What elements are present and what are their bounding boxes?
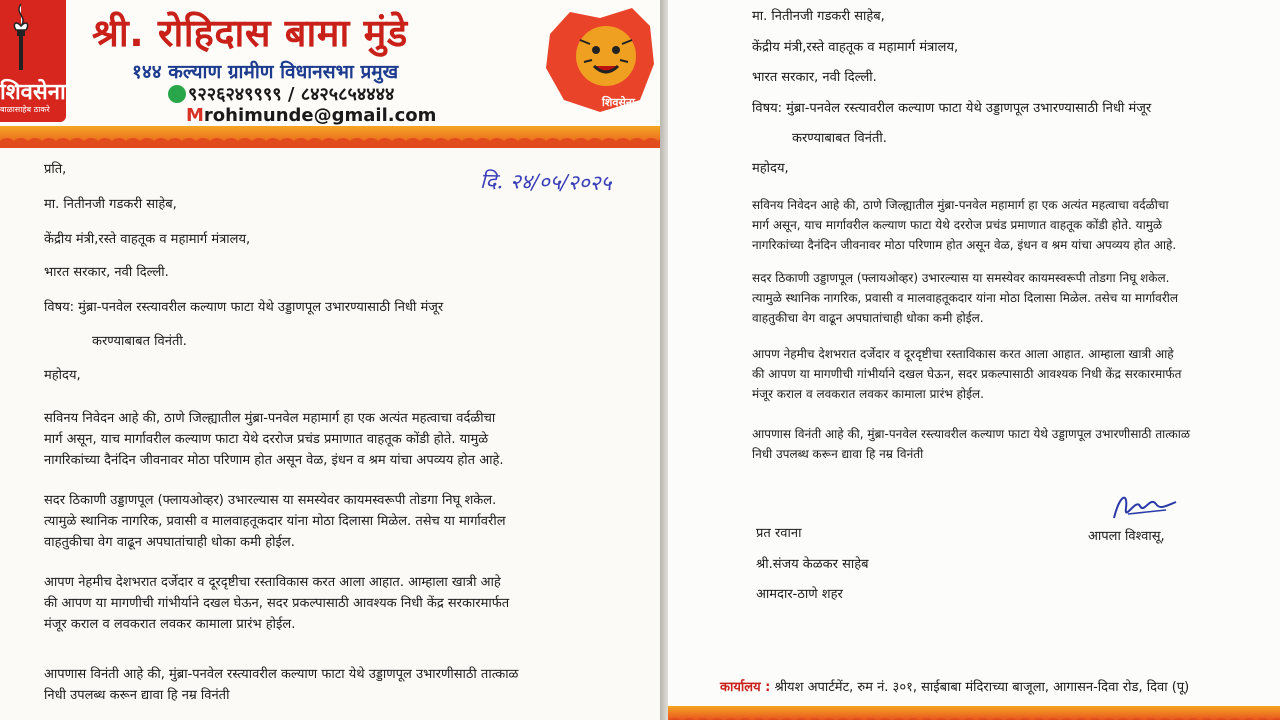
paragraph-line: आपण नेहमीच देशभरात दर्जेदार व दूरदृष्टीचा रस्ताविकास करत आला आहात. आम्हाला खात्री आहे (752, 347, 1174, 361)
addressee-line: मा. नितीनजी गडकरी साहेब, (44, 197, 177, 212)
copy-to-line: श्री.संजय केळकर साहेब (756, 557, 869, 572)
subject-line: करण्याबाबत विनंती. (92, 334, 187, 349)
paragraph-line: मार्ग असून, याच मार्गावरील कल्याण फाटा येथे दररोज प्रचंड प्रमाणात वाहतूक कोंडी होते. यामुळे (44, 432, 489, 447)
paragraph-line: नागरिकांच्या दैनंदिन जीवनावर मोठा परिणाम होत असून वेळ, इंधन व श्रम यांचा अपव्यय होत आहे. (44, 453, 504, 468)
to-label: प्रति, (44, 162, 67, 177)
addressee-line: केंद्रीय मंत्री,रस्ते वाहतूक व महामार्ग मंत्रालय, (752, 40, 959, 55)
letterhead-phone (168, 82, 394, 106)
paragraph-line: सदर ठिकाणी उड्डाणपूल (फ्लायओव्हर) उभारल्यास या समस्येवर कायमस्वरूपी तोडगा निघू शकेल. (44, 493, 497, 508)
paragraph-line: सदर ठिकाणी उड्डाणपूल (फ्लायओव्हर) उभारल्यास या समस्येवर कायमस्वरूपी तोडगा निघू शकेल. (752, 271, 1170, 285)
addressee-line: केंद्रीय मंत्री,रस्ते वाहतूक व महामार्ग मंत्रालय, (44, 232, 251, 247)
paragraph-line: आपण नेहमीच देशभरात दर्जेदार व दूरदृष्टीचा रस्ताविकास करत आला आहात. आम्हाला खात्री आहे (44, 575, 501, 590)
paragraph (752, 268, 1178, 328)
copy-to-line: आमदार-ठाणे शहर (756, 587, 843, 602)
signature (1106, 488, 1186, 528)
salutation: महोदय, (752, 161, 789, 176)
subject-line: विषय: मुंब्रा-पनवेल रस्त्यावरील कल्याण फाटा येथे उड्डाणपूल उभारण्यासाठी निधी मंजूर (44, 300, 444, 315)
paragraph (752, 424, 1190, 464)
paragraph-line: सविनय निवेदन आहे की, ठाणे जिल्ह्यातील मुंब्रा-पनवेल महामार्ग हा एक अत्यंत महत्वाचा वर्दळीचा (44, 411, 496, 426)
letterhead-name: श्री. रोहिदास बामा मुंडे (92, 11, 408, 55)
paragraph-line: की आपण या मागणीची गांभीर्याने दखल घेऊन, सदर प्रकल्पासाठी आवश्यक निधी केंद्र सरकारमार्फत (44, 596, 510, 611)
phone-numbers: ९२२६२४९९९९ / ८४२५८५४४४४ (188, 84, 395, 105)
party-logo (0, 0, 66, 122)
paragraph (752, 344, 1181, 404)
paragraph-line: मार्ग असून, याच मार्गावरील कल्याण फाटा येथे दररोज प्रचंड प्रमाणात वाहतूक कोंडी होते. यामुळे (752, 218, 1162, 232)
paragraph (44, 408, 504, 471)
footer-border (668, 706, 1280, 720)
letterhead (0, 0, 662, 128)
subject-line: विषय: मुंब्रा-पनवेल रस्त्यावरील कल्याण फाटा येथे उड्डाणपूल उभारण्यासाठी निधी मंजूर (752, 101, 1152, 116)
handwritten-date: दि. २४/०५/२०२५ (479, 168, 612, 196)
paragraph-line: मंजूर कराल व लवकरात लवकर कामाला प्रारंभ होईल. (752, 387, 984, 401)
subject-line: करण्याबाबत विनंती. (792, 131, 887, 146)
paragraph-line: वाहतुकीचा वेग वाढून अपघातांचाही धोका कमी होईल. (752, 311, 984, 325)
party-logo-subtext: बाळासाहेब ठाकरे (0, 105, 50, 114)
torch-icon (6, 2, 36, 72)
addressee-line: मा. नितीनजी गडकरी साहेब, (752, 9, 885, 24)
copy-label: प्रत रवाना (756, 526, 802, 541)
letter-page-right (668, 0, 1280, 720)
whatsapp-icon (168, 85, 186, 103)
emblem-text: शिवसेना (602, 96, 635, 109)
paragraph-line: मंजूर कराल व लवकरात लवकर कामाला प्रारंभ होईल. (44, 617, 296, 632)
addressee-line: भारत सरकार, नवी दिल्ली. (752, 70, 877, 85)
paragraph (44, 664, 518, 706)
office-footer (720, 677, 1189, 695)
paragraph-line: त्यामुळे स्थानिक नागरिक, प्रवासी व मालवाहतूकदार यांना मोठा दिलासा मिळेल. तसेच या मार्गावरील (44, 514, 506, 529)
paragraph-line: आपणास विनंती आहे की, मुंब्रा-पनवेल रस्त्यावरील कल्याण फाटा येथे उड्डाणपूल उभारणीसाठी तात्काळ (44, 667, 519, 682)
paragraph-line: निधी उपलब्ध करून द्यावा हि नम्र विनंती (752, 447, 924, 461)
office-address: श्रीयश अपार्टमेंट, रुम नं. ३०१, साईबाबा मंदिराच्या बाजूला, आगासन-दिवा रोड, दिवा (पू) (774, 680, 1190, 695)
letterhead-border (0, 126, 662, 148)
paragraph-line: त्यामुळे स्थानिक नागरिक, प्रवासी व मालवाहतूकदार यांना मोठा दिलासा मिळेल. तसेच या मार्गावरील (752, 291, 1179, 305)
paragraph-line: की आपण या मागणीची गांभीर्याने दखल घेऊन, सदर प्रकल्पासाठी आवश्यक निधी केंद्र सरकारमार्फत (752, 367, 1182, 381)
addressee-line: भारत सरकार, नवी दिल्ली. (44, 265, 169, 280)
salutation: महोदय, (44, 368, 81, 383)
paragraph-line: नागरिकांच्या दैनंदिन जीवनावर मोठा परिणाम होत असून वेळ, इंधन व श्रम यांचा अपव्यय होत आहे. (752, 238, 1177, 252)
letterhead-email (186, 105, 436, 126)
email-address: rohimunde@gmail.com (203, 105, 437, 126)
gmail-icon: M (186, 105, 204, 126)
tiger-emblem-icon (540, 4, 660, 116)
party-logo-text: शिवसेना (0, 80, 66, 105)
paragraph-line: आपणास विनंती आहे की, मुंब्रा-पनवेल रस्त्यावरील कल्याण फाटा येथे उड्डाणपूल उभारणीसाठी तात्काळ (752, 427, 1190, 441)
paragraph-line: सविनय निवेदन आहे की, ठाणे जिल्ह्यातील मुंब्रा-पनवेल महामार्ग हा एक अत्यंत महत्वाचा वर्दळीचा (752, 198, 1169, 212)
office-label: कार्यालय : (720, 680, 771, 695)
paragraph-line: वाहतुकीचा वेग वाढून अपघातांचाही धोका कमी होईल. (44, 535, 295, 550)
paragraph (752, 195, 1176, 255)
closing: आपला विश्वासू, (1088, 529, 1165, 544)
paragraph (44, 572, 509, 635)
letterhead-designation: १४४ कल्याण ग्रामीण विधानसभा प्रमुख (132, 61, 399, 83)
paragraph (44, 490, 506, 553)
paragraph-line: निधी उपलब्ध करून द्यावा हि नम्र विनंती (44, 688, 230, 703)
